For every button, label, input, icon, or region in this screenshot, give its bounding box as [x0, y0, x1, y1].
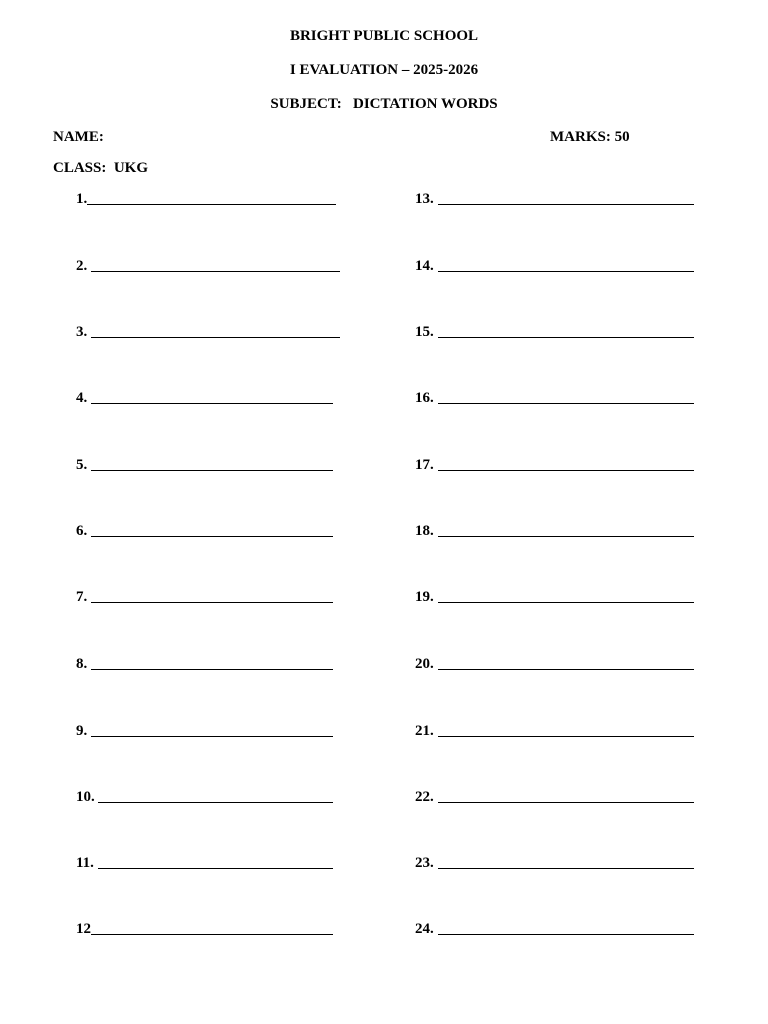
item-number: 24.	[415, 921, 434, 937]
answer-blank-line[interactable]	[91, 736, 333, 737]
answer-blank-line[interactable]	[91, 934, 333, 935]
evaluation-title: I EVALUATION – 2025-2026	[289, 62, 479, 78]
item-number: 1.	[76, 191, 88, 207]
answer-blank-line[interactable]	[98, 868, 333, 869]
item-number: 7.	[76, 589, 88, 605]
answer-blank-line[interactable]	[438, 736, 694, 737]
answer-blank-line[interactable]	[91, 470, 333, 471]
item-number: 4.	[76, 390, 88, 406]
answer-blank-line[interactable]	[91, 271, 340, 272]
item-number: 13.	[415, 191, 434, 207]
item-number: 10.	[76, 789, 95, 805]
answer-blank-line[interactable]	[438, 602, 694, 603]
item-number: 14.	[415, 258, 434, 274]
answer-blank-line[interactable]	[98, 802, 333, 803]
item-number: 20.	[415, 656, 434, 672]
answer-blank-line[interactable]	[438, 802, 694, 803]
item-number: 21.	[415, 723, 434, 739]
answer-blank-line[interactable]	[438, 470, 694, 471]
answer-blank-line[interactable]	[438, 271, 694, 272]
answer-blank-line[interactable]	[91, 337, 340, 338]
answer-blank-line[interactable]	[438, 403, 694, 404]
item-number: 17.	[415, 457, 434, 473]
item-number: 11.	[76, 855, 94, 871]
item-number: 15.	[415, 324, 434, 340]
name-label: NAME:	[53, 129, 104, 145]
answer-blank-line[interactable]	[438, 337, 694, 338]
class-label: CLASS: UKG	[53, 160, 149, 176]
answer-blank-line[interactable]	[91, 536, 333, 537]
item-number: 9.	[76, 723, 88, 739]
item-number: 12	[76, 921, 91, 937]
item-number: 6.	[76, 523, 88, 539]
answer-blank-line[interactable]	[438, 934, 694, 935]
answer-blank-line[interactable]	[91, 403, 333, 404]
answer-blank-line[interactable]	[438, 536, 694, 537]
item-number: 5.	[76, 457, 88, 473]
item-number: 23.	[415, 855, 434, 871]
answer-blank-line[interactable]	[438, 868, 694, 869]
answer-blank-line[interactable]	[438, 204, 694, 205]
item-number: 19.	[415, 589, 434, 605]
item-number: 22.	[415, 789, 434, 805]
answer-blank-line[interactable]	[91, 669, 333, 670]
item-number: 3.	[76, 324, 88, 340]
answer-blank-line[interactable]	[87, 204, 336, 205]
item-number: 18.	[415, 523, 434, 539]
answer-blank-line[interactable]	[438, 669, 694, 670]
item-number: 16.	[415, 390, 434, 406]
answer-blank-line[interactable]	[91, 602, 333, 603]
subject-title: SUBJECT: DICTATION WORDS	[270, 96, 498, 112]
marks-label: MARKS: 50	[550, 129, 630, 145]
school-name: BRIGHT PUBLIC SCHOOL	[289, 28, 479, 44]
item-number: 8.	[76, 656, 88, 672]
item-number: 2.	[76, 258, 88, 274]
